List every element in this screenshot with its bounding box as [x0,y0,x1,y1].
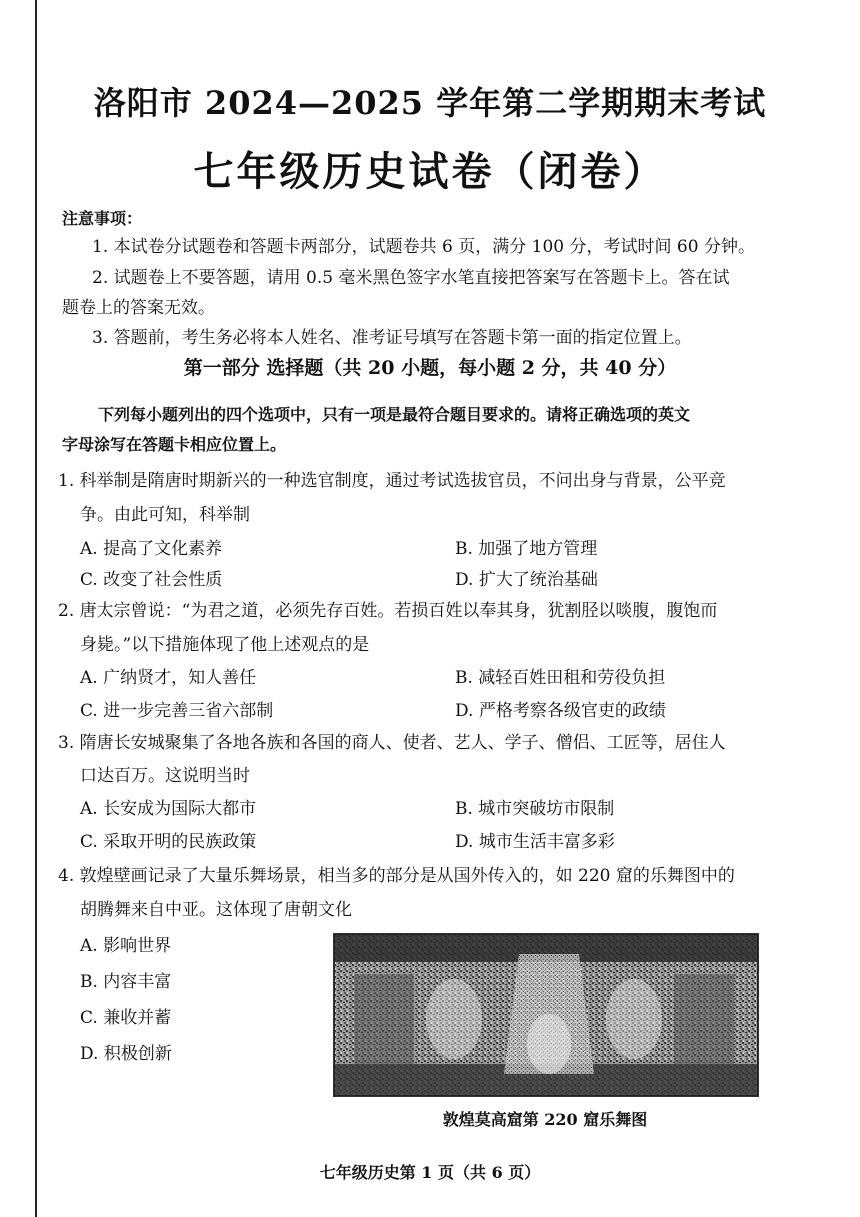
question-1-stem-line-2: 争。由此可知，科举制 [80,505,250,525]
question-4-option-d: D. 积极创新 [80,1044,172,1064]
question-4-option-b: B. 内容丰富 [80,972,172,992]
dunhuang-mural-image [333,933,759,1097]
question-2-option-d: D. 严格考察各级官吏的政绩 [455,701,666,721]
figure-caption: 敦煌莫高窟第 220 窟乐舞图 [442,1110,648,1129]
question-4-option-c: C. 兼收并蓄 [80,1008,172,1028]
question-4-stem-line-2: 胡腾舞来自中亚。这体现了唐朝文化 [80,900,352,920]
notice-item-1: 1. 本试卷分试题卷和答题卡两部分，试题卷共 6 页，满分 100 分，考试时间 60 分钟。 [92,237,755,257]
question-3-option-b: B. 城市突破坊市限制 [455,799,615,819]
notice-item-2-line-2: 题卷上的答案无效。 [62,298,215,318]
notice-item-3: 3. 答题前，考生务必将本人姓名、准考证号填写在答题卡第一面的指定位置上。 [92,328,692,348]
question-3-option-d: D. 城市生活丰富多彩 [455,832,615,852]
question-3-option-c: C. 采取开明的民族政策 [80,832,257,852]
question-2-option-b: B. 减轻百姓田租和劳役负担 [455,668,666,688]
question-4-stem-line-1: 4. 敦煌壁画记录了大量乐舞场景，相当多的部分是从国外传入的，如 220 窟的乐舞图中的 [58,866,735,886]
question-2-option-a: A. 广纳贤才，知人善任 [80,668,257,688]
question-4-option-a: A. 影响世界 [80,936,172,956]
question-2-stem-line-2: 身毙。”以下措施体现了他上述观点的是 [80,635,370,655]
question-2-stem-line-1: 2. 唐太宗曾说：“为君之道，必须先存百姓。若损百姓以奉其身，犹割胫以啖腹，腹饱而 [58,601,718,621]
page-footer: 七年级历史第 1 页（共 6 页） [319,1163,541,1182]
question-1-option-d: D. 扩大了统治基础 [455,570,598,590]
question-2-option-c: C. 进一步完善三省六部制 [80,701,274,721]
question-1-option-a: A. 提高了文化素养 [80,539,223,559]
question-3-stem-line-1: 3. 隋唐长安城聚集了各地各族和各国的商人、使者、艺人、学子、僧侣、工匠等，居住人 [58,733,726,753]
section-instruction-line-1: 下列每小题列出的四个选项中，只有一项是最符合题目要求的。请将正确选项的英文 [98,405,691,424]
question-3-stem-line-2: 口达百万。这说明当时 [80,766,250,786]
section-title: 第一部分 选择题（共 20 小题，每小题 2 分，共 40 分） [183,357,677,379]
notice-item-2-line-1: 2. 试题卷上不要答题，请用 0.5 毫米黑色签字水笔直接把答案写在答题卡上。答在试 [92,268,730,288]
notice-heading: 注意事项： [62,209,143,228]
exam-subtitle: 七年级历史试卷（闭卷） [193,148,667,195]
question-3-option-a: A. 长安成为国际大都市 [80,799,257,819]
question-1-stem-line-1: 1. 科举制是隋唐时期新兴的一种选官制度，通过考试选拔官员，不问出身与背景，公平竞 [58,471,726,491]
question-1-option-c: C. 改变了社会性质 [80,570,223,590]
question-1-option-b: B. 加强了地方管理 [455,539,598,559]
exam-title: 洛阳市 2024—2025 学年第二学期期末考试 [93,84,767,122]
section-instruction-line-2: 字母涂写在答题卡相应位置上。 [62,435,287,454]
